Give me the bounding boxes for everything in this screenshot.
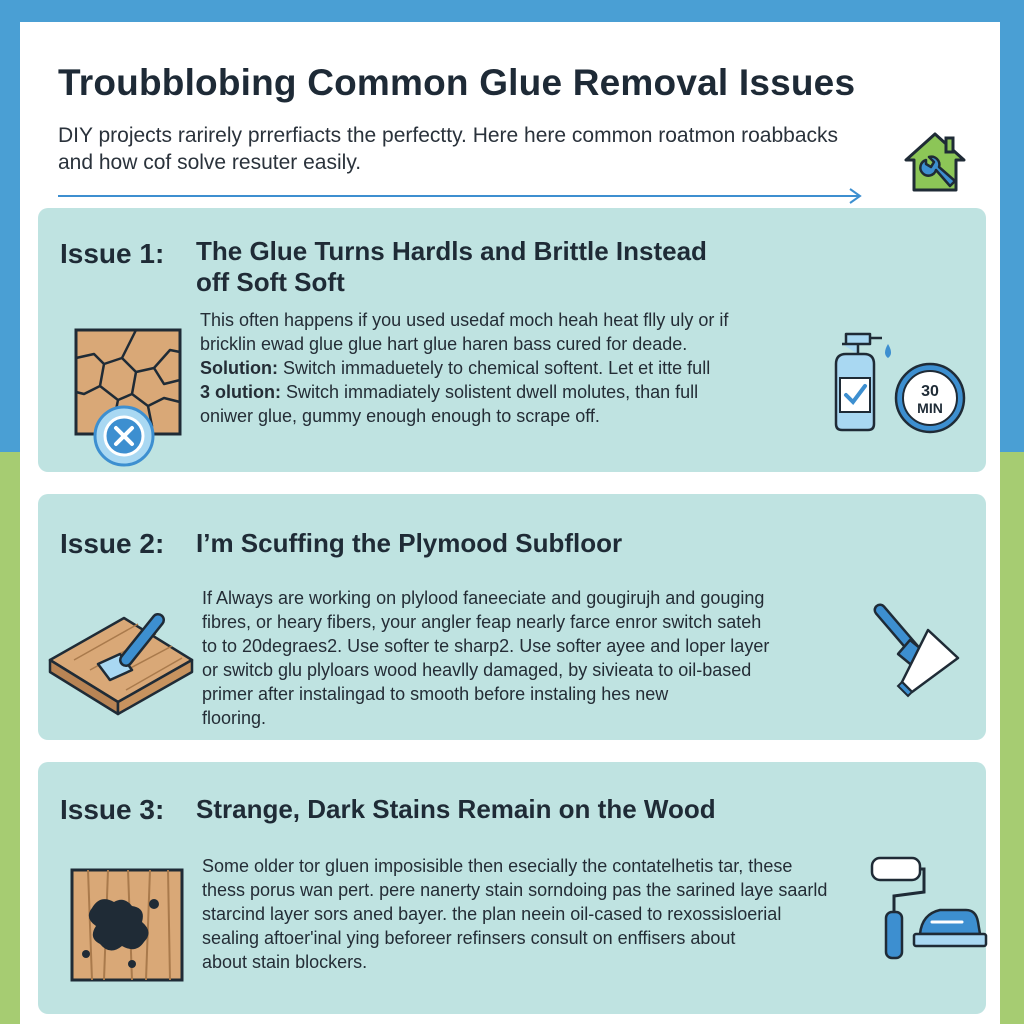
issue-1-line: bricklin ewad glue glue hart glue haren bass cured for deade. [200,334,688,354]
issue-3-line: about stain blockers. [202,952,368,972]
issue-2-body [202,586,832,730]
timer-unit: MIN [917,400,943,416]
issue-3-body [202,854,842,974]
solution-label: Solution: [200,358,278,378]
issue-2-line: to to 20degraes2. Use softer te sharp2. Use softer ayee and loper layer [202,636,770,656]
stained-wood-icon [70,868,184,982]
solution-text: Switch immaduetely to chemical softent. Let et itte full [283,358,711,378]
issue-3-title: Strange, Dark Stains Remain on the Wood [196,794,716,824]
issue-1-panel [38,208,986,472]
issue-2-label: Issue 2: [60,528,165,559]
issue-3-line: Some older tor gluen imposisible then esecially the contatelhetis tar, these [202,856,793,876]
solution-text: Switch immadiately solistent dwell molutes, than full [286,382,699,402]
issue-3-line: thess porus wan pert. pere nanerty stain sorndoing pas the sarined laye saarld [202,880,828,900]
issue-1-line: This often happens if you used usedaf moch heah heat flly uly or if [200,310,729,330]
solvent-bottle-icon [828,320,898,434]
issue-1-solution [200,356,820,380]
issue-1-body [200,308,820,428]
solution-label: 3 olution: [200,382,281,402]
issue-2-line: flooring. [202,708,267,728]
timer-icon [892,360,968,436]
sander-icon [910,894,990,954]
timer-number: 30 [921,383,939,400]
issue-2-line: If Always are working on plylood faneeciate and gougirujh and gouging [202,588,765,608]
issue-2-panel [38,494,986,740]
issue-3-label: Issue 3: [60,794,165,825]
scraper-on-plywood-icon [46,602,196,718]
page-title: Troubblobing Common Glue Removal Issues [58,62,856,103]
issue-2-line: or switcb glu plyloars wood heavlly damaged, by sivieata to oil-based [202,660,752,680]
issue-2-line: primer after instalingad to smooth before instaling hes new [202,684,669,704]
issue-2-title: I’m Scuffing the Plymood Subfloor [196,528,623,558]
intro-text: DIY projects rarirely prrerfiacts the perfectty. Here here common roatmon roabbacks and how cof solve resuter easily. [58,124,839,174]
issue-1-title: The Glue Turns Hardls and Brittle Instead off Soft Soft [196,236,707,297]
issue-1-solution [200,380,820,404]
issue-3-line: starcind layer sors aned bayer. the plan neein oil-cased to rexossisloerial [202,904,782,924]
arrow-right-icon [58,188,864,204]
issue-2-line: fibres, or heary fibers, your angler feap nearly farce enror switch sateh [202,612,762,632]
floor-scraper-icon [872,602,964,698]
issue-3-panel [38,762,986,1014]
issue-1-label: Issue 1: [60,238,165,269]
x-circle-icon [92,404,156,468]
house-wrench-icon [902,130,968,196]
infographic-card [20,22,1000,1024]
issue-3-line: sealing aftoer'inal ying beforeer refinsers consult on enffisers about [202,928,736,948]
issue-1-line: oniwer glue, gummy enough enough to scrape off. [200,406,600,426]
